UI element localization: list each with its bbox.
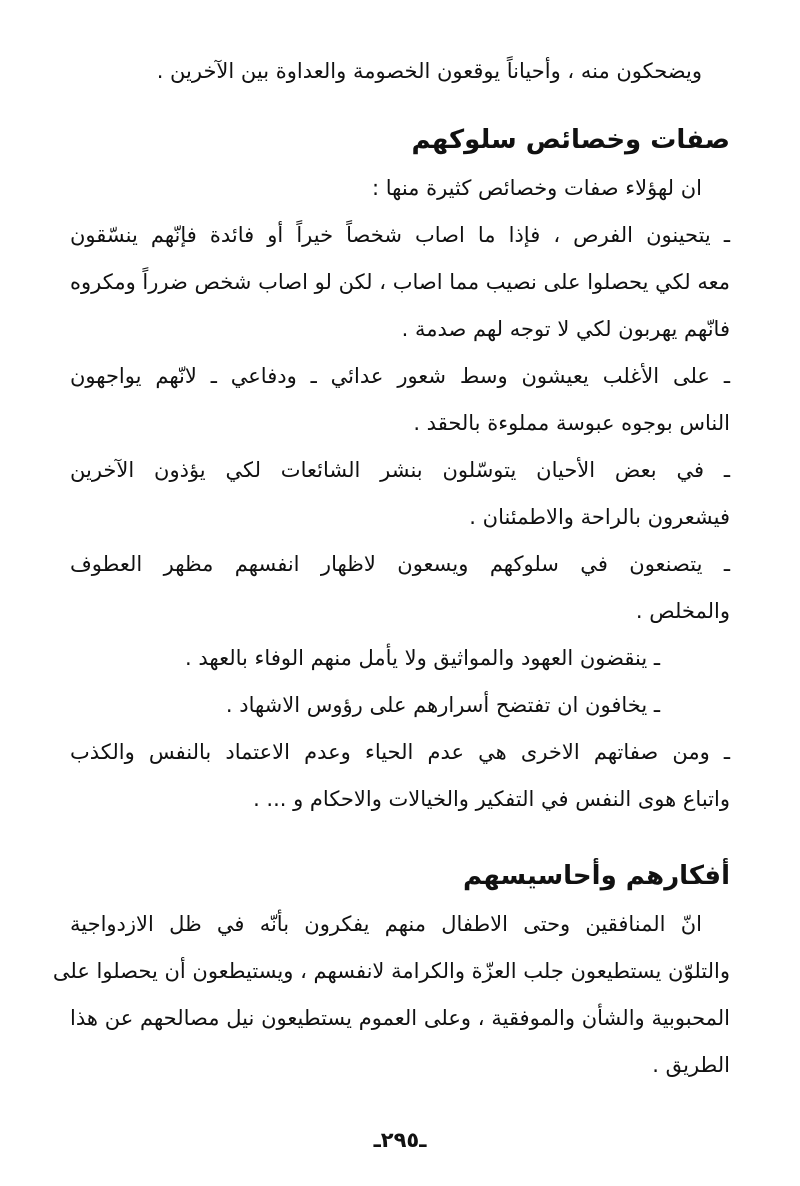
paragraph-line: انّ المنافقين وحتى الاطفال منهم يفكرون بأنّه في ظل الازدواجية [70,912,702,936]
paragraph-line: ـ في بعض الأحيان يتوسّلون بنشر الشائعات لكي يؤذون الآخرين [70,458,730,482]
paragraph-line: المحبوبية والشأن والموفقية ، وعلى العموم يستطيعون نيل مصالحهم عن هذا [70,1006,730,1030]
paragraph-line: فانّهم يهربون لكي لا توجه لهم صدمة . [401,317,730,341]
paragraph-line: معه لكي يحصلوا على نصيب مما اصاب ، لكن لو اصاب شخص ضرراً ومكروه [70,270,730,294]
paragraph-line: ان لهؤلاء صفات وخصائص كثيرة منها : [371,176,702,200]
page-body [52,48,730,1089]
paragraph-line: ـ يتصنعون في سلوكهم ويسعون لاظهار انفسهم مظهر العطوف [70,552,730,576]
paragraph-line: ـ يخافون ان تفتضح أسرارهم على رؤوس الاشهاد . [225,693,660,717]
intro-line: ويضحكون منه ، وأحياناً يوقعون الخصومة والعداوة بين الآخرين . [156,59,702,83]
paragraph-line: واتباع هوى النفس في التفكير والخيالات والاحكام و ... . [253,787,730,811]
spacer [70,95,730,115]
paragraph-line: ـ على الأغلب يعيشون وسط شعور عدائي ـ ودفاعي ـ لانّهم يواجهون [70,364,730,388]
paragraph-line: فيشعرون بالراحة والاطمئنان . [469,505,730,529]
page-number: ـ٢٩٥ـ [373,1128,427,1152]
paragraph-line: والمخلص . [635,599,730,623]
paragraph-line: ـ ينقضون العهود والمواثيق ولا يأمل منهم الوفاء بالعهد . [185,646,660,670]
section-heading-thoughts: أفكارهم وأحاسيسهم [462,861,730,891]
paragraph-line: ـ ومن صفاتهم الاخرى هي عدم الحياء وعدم الاعتماد بالنفس والكذب [70,740,730,764]
paragraph-line: الطريق . [652,1053,730,1077]
paragraph-line: ـ يتحينون الفرص ، فإذا ما اصاب شخصاً خيراً أو فائدة فإنّهم ينسّقون [70,223,730,247]
section-heading-behavior: صفات وخصائص سلوكهم [411,125,730,155]
paragraph-line: والتلوّن يستطيعون جلب العزّة والكرامة لانفسهم ، ويستيطعون أن يحصلوا على [52,959,730,983]
paragraph-line: الناس بوجوه عبوسة مملوءة بالحقد . [413,411,730,435]
spacer [70,823,730,851]
